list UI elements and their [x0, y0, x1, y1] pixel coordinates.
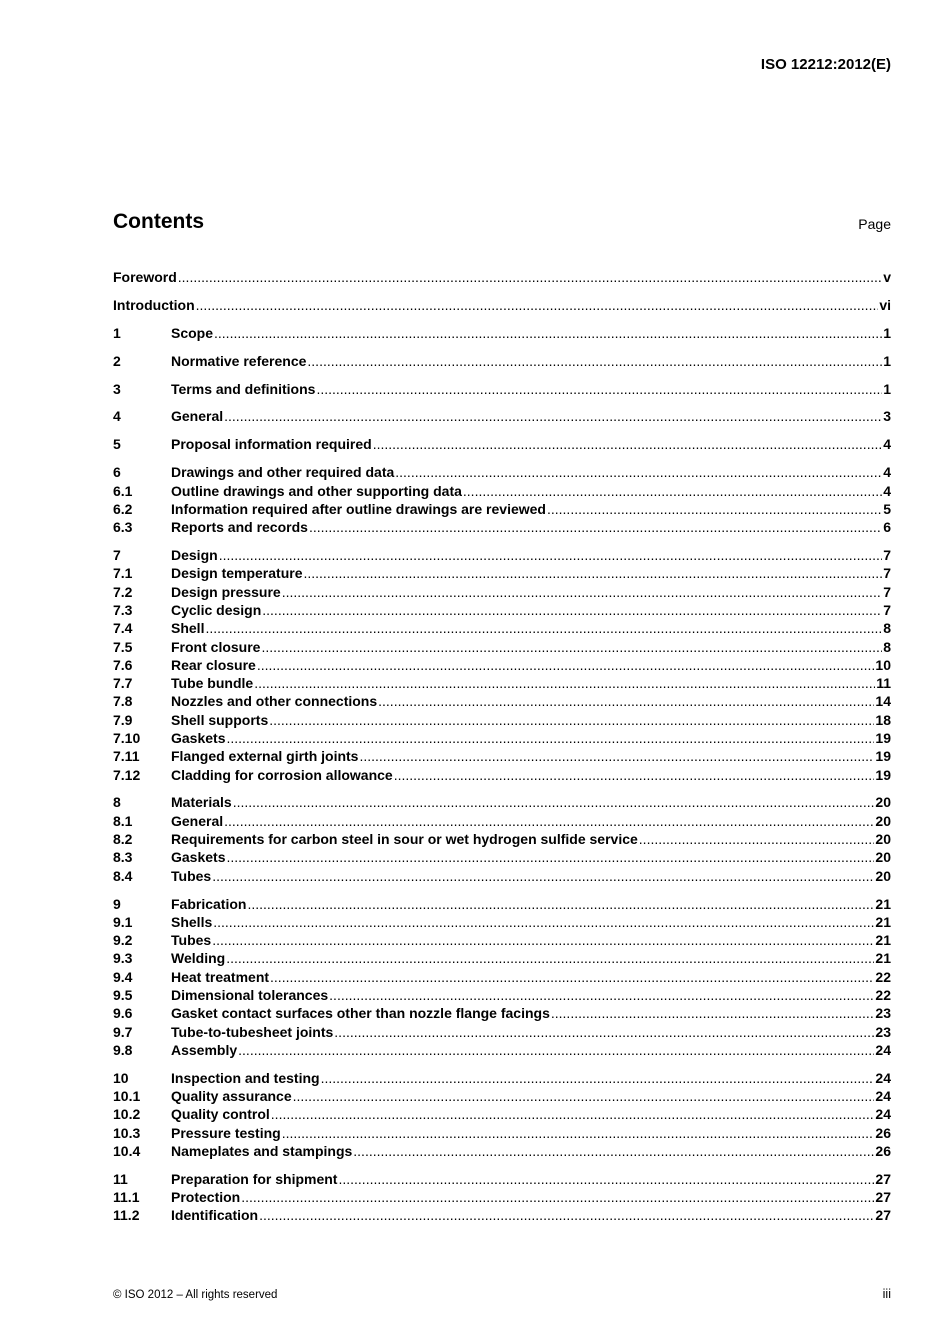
toc-entry[interactable] [113, 500, 891, 518]
toc-entry-title: Nozzles and other connections [171, 693, 378, 710]
toc-entry-page: 22 [875, 987, 891, 1004]
toc-entry-title: Materials [171, 794, 232, 811]
toc-entry-number: 10.2 [113, 1106, 141, 1123]
toc-entry-page: 19 [875, 729, 891, 746]
toc-entry[interactable] [113, 1041, 891, 1059]
contents-title: Contents [113, 210, 204, 233]
toc-dot-leader [254, 674, 875, 692]
toc-entry-title: Gasket contact surfaces other than nozzle flange facings [171, 1005, 550, 1022]
toc-entry-title: Shell [171, 620, 205, 637]
toc-entry-number: 8.1 [113, 812, 133, 829]
toc-entry-page: 5 [883, 500, 891, 517]
toc-dot-leader [226, 848, 874, 866]
toc-entry[interactable] [113, 793, 891, 811]
toc-entry-page: 20 [875, 867, 891, 884]
toc-entry-number: 9.8 [113, 1041, 133, 1058]
toc-entry[interactable] [113, 619, 891, 637]
toc-entry[interactable] [113, 692, 891, 710]
toc-entry[interactable] [113, 1124, 891, 1142]
toc-entry[interactable] [113, 1105, 891, 1123]
toc-entry-title: Information required after outline drawings are reviewed [171, 500, 546, 517]
toc-dot-leader [178, 268, 882, 286]
toc-entry-page: 27 [875, 1207, 891, 1224]
toc-entry[interactable] [113, 895, 891, 913]
toc-entry-page: 20 [875, 812, 891, 829]
toc-dot-leader [241, 1188, 874, 1206]
toc-entry-title: Identification [171, 1207, 259, 1224]
toc-dot-leader [224, 407, 882, 425]
toc-entry-number: 5 [113, 436, 121, 453]
toc-dot-leader [224, 812, 874, 830]
toc-entry-number: 7.4 [113, 620, 133, 637]
toc-entry-number: 9.7 [113, 1023, 133, 1040]
toc-entry-number: 10.1 [113, 1088, 141, 1105]
toc-dot-leader [334, 1023, 874, 1041]
toc-entry-number: 6.3 [113, 519, 133, 536]
toc-entry[interactable] [113, 931, 891, 949]
toc-entry-page: 4 [883, 482, 891, 499]
page-number: iii [882, 1287, 891, 1301]
toc-entry-number: 10.4 [113, 1143, 141, 1159]
toc-entry[interactable] [113, 638, 891, 656]
copyright-notice: © ISO 2012 – All rights reserved [113, 1289, 278, 1301]
toc-entry[interactable] [113, 830, 891, 848]
toc-entry-number: 7.12 [113, 766, 141, 783]
toc-entry-page: 8 [883, 638, 891, 655]
toc-entry-title: Design [171, 547, 218, 564]
toc-entry-page: 20 [875, 849, 891, 866]
toc-entry-page: 7 [883, 565, 891, 582]
toc-dot-leader [373, 435, 883, 453]
toc-entry[interactable] [113, 518, 891, 536]
toc-entry-number: 8 [113, 794, 121, 811]
toc-entry[interactable] [113, 867, 891, 885]
toc-dot-leader [329, 986, 874, 1004]
toc-entry-title: Cladding for corrosion allowance [171, 766, 393, 783]
toc-dot-leader [238, 1041, 874, 1059]
toc-entry-page: 27 [875, 1170, 891, 1187]
toc-entry-title: Rear closure [171, 656, 256, 673]
toc-entry[interactable] [113, 1142, 891, 1160]
toc-entry-page: 19 [875, 748, 891, 765]
toc-entry-title: Front closure [171, 638, 261, 655]
toc-entry[interactable] [113, 656, 891, 674]
toc-entry-title: Welding [171, 950, 226, 967]
toc-entry-page: 7 [883, 547, 891, 564]
toc-dot-leader [270, 968, 874, 986]
toc-entry[interactable] [113, 1206, 891, 1224]
toc-entry-number: 7 [113, 547, 121, 564]
toc-entry-title: Preparation for shipment [171, 1170, 338, 1187]
toc-entry-number: 9.1 [113, 913, 133, 930]
toc-entry-page: 24 [875, 1088, 891, 1105]
toc-entry[interactable] [113, 1023, 891, 1041]
toc-entry[interactable] [113, 407, 891, 425]
toc-entry-number: 9.4 [113, 968, 133, 985]
toc-entry-title: Foreword [113, 269, 177, 285]
toc-entry-page: 23 [875, 1005, 891, 1022]
toc-entry-number: 8.2 [113, 831, 133, 848]
toc-entry-number: 9.6 [113, 1005, 133, 1022]
toc-dot-leader [378, 692, 874, 710]
toc-entry-title: Reports and records [171, 519, 308, 536]
toc-entry-title: Pressure testing [171, 1124, 281, 1141]
toc-entry-number: 6 [113, 464, 121, 481]
toc-dot-leader [262, 601, 882, 619]
toc-entry-title: Introduction [113, 296, 195, 313]
toc-entry[interactable] [113, 296, 891, 314]
toc-entry-page: 18 [875, 711, 891, 728]
toc-entry-number: 7.3 [113, 601, 133, 618]
toc-dot-leader [639, 830, 875, 848]
toc-entry[interactable] [113, 482, 891, 500]
toc-dot-leader [247, 895, 874, 913]
toc-entry[interactable] [113, 674, 891, 692]
toc-entry[interactable] [113, 968, 891, 986]
toc-dot-leader [551, 1004, 875, 1022]
toc-entry-page: 20 [875, 831, 891, 848]
toc-entry-title: Normative reference [171, 352, 307, 369]
toc-entry-number: 9.2 [113, 932, 133, 949]
toc-entry-page: 4 [883, 464, 891, 481]
toc-entry-title: Terms and definitions [171, 380, 316, 397]
toc-entry-page: 21 [875, 895, 891, 912]
toc-entry-number: 10 [113, 1069, 129, 1086]
toc-entry[interactable] [113, 324, 891, 342]
toc-entry-page: 3 [883, 408, 891, 425]
toc-entry-number: 10.3 [113, 1124, 141, 1141]
toc-entry-number: 7.11 [113, 748, 140, 765]
toc-entry-number: 7.8 [113, 693, 133, 710]
toc-entry-title: Nameplates and stampings [171, 1143, 353, 1159]
toc-entry-title: Tubes [171, 932, 212, 949]
toc-entry-page: 6 [883, 519, 891, 536]
toc-entry[interactable] [113, 564, 891, 582]
toc-entry-number: 11.1 [113, 1189, 140, 1206]
toc-entry-number: 1 [113, 324, 121, 341]
toc-dot-leader [309, 518, 882, 536]
toc-entry[interactable] [113, 949, 891, 967]
toc-dot-leader [226, 729, 874, 747]
toc-entry-page: 1 [883, 352, 891, 369]
toc-entry-title: Shells [171, 913, 213, 930]
toc-entry[interactable] [113, 1004, 891, 1022]
toc-entry-number: 7.7 [113, 675, 133, 692]
toc-dot-leader [213, 913, 874, 931]
toc-entry[interactable] [113, 1069, 891, 1087]
toc-entry-page: 7 [883, 583, 891, 600]
toc-entry-number: 9.3 [113, 950, 133, 967]
toc-entry[interactable] [113, 1188, 891, 1206]
toc-entry-title: Tubes [171, 867, 212, 884]
toc-entry-page: 24 [875, 1069, 891, 1086]
toc-entry-title: Requirements for carbon steel in sour or wet hydrogen sulfide service [171, 831, 638, 848]
toc-entry-page: 27 [875, 1189, 891, 1206]
table-of-contents [113, 268, 891, 1225]
toc-entry-number: 3 [113, 380, 121, 397]
toc-entry[interactable] [113, 729, 891, 747]
toc-entry-title: Quality assurance [171, 1088, 292, 1105]
toc-entry[interactable] [113, 1170, 891, 1188]
toc-entry[interactable] [113, 268, 891, 286]
toc-entry-number: 9.5 [113, 987, 133, 1004]
toc-entry-title: Heat treatment [171, 968, 270, 985]
toc-dot-leader [212, 867, 874, 885]
toc-entry-page: 26 [875, 1124, 891, 1141]
toc-entry-page: 26 [875, 1143, 891, 1159]
toc-dot-leader [338, 1170, 874, 1188]
toc-entry-title: Fabrication [171, 895, 247, 912]
toc-dot-leader [282, 1124, 875, 1142]
toc-dot-leader [463, 482, 882, 500]
toc-entry-number: 7.1 [113, 565, 133, 582]
toc-entry-page: 7 [883, 601, 891, 618]
toc-entry-number: 7.10 [113, 729, 141, 746]
toc-dot-leader [214, 324, 882, 342]
toc-entry-page: 21 [875, 950, 891, 967]
toc-dot-leader [226, 949, 874, 967]
toc-entry-number: 7.2 [113, 583, 133, 600]
toc-entry-title: Inspection and testing [171, 1069, 320, 1086]
toc-entry-page: 21 [875, 913, 891, 930]
toc-entry-title: Quality control [171, 1106, 270, 1123]
toc-entry-page: 19 [875, 766, 891, 783]
toc-entry-title: Scope [171, 324, 214, 341]
toc-dot-leader [196, 296, 879, 314]
toc-dot-leader [307, 352, 882, 370]
toc-entry-page: 23 [875, 1023, 891, 1040]
toc-entry[interactable] [113, 711, 891, 729]
toc-dot-leader [359, 747, 874, 765]
toc-entry-title: Drawings and other required data [171, 464, 395, 481]
toc-entry-page: 1 [883, 324, 891, 341]
toc-entry[interactable] [113, 601, 891, 619]
toc-dot-leader [219, 546, 883, 564]
toc-entry-page: 24 [875, 1106, 891, 1123]
toc-entry-title: Cyclic design [171, 601, 262, 618]
toc-dot-leader [353, 1142, 874, 1160]
toc-entry[interactable] [113, 848, 891, 866]
toc-dot-leader [271, 1105, 875, 1123]
toc-dot-leader [316, 380, 882, 398]
toc-entry-number: 8.3 [113, 849, 133, 866]
toc-entry-title: Design pressure [171, 583, 281, 600]
toc-dot-leader [212, 931, 874, 949]
toc-entry-page: 21 [875, 932, 891, 949]
toc-entry-title: Assembly [171, 1041, 238, 1058]
toc-entry-title: Gaskets [171, 729, 226, 746]
toc-entry-title: Shell supports [171, 711, 269, 728]
document-id: ISO 12212:2012(E) [760, 56, 891, 73]
toc-entry-page: 1 [883, 380, 891, 397]
toc-entry-title: Gaskets [171, 849, 226, 866]
toc-dot-leader [547, 500, 882, 518]
toc-dot-leader [259, 1206, 874, 1224]
toc-entry-number: 7.9 [113, 711, 133, 728]
toc-entry[interactable] [113, 766, 891, 784]
toc-dot-leader [395, 463, 882, 481]
toc-entry[interactable] [113, 913, 891, 931]
page-column-label: Page [858, 216, 891, 232]
toc-entry[interactable] [113, 583, 891, 601]
toc-dot-leader [257, 656, 875, 674]
toc-entry-number: 6.2 [113, 500, 133, 517]
toc-dot-leader [261, 638, 882, 656]
toc-entry-page: 11 [876, 675, 891, 692]
toc-entry-page: 20 [875, 794, 891, 811]
toc-entry-number: 11 [113, 1170, 128, 1187]
toc-entry[interactable] [113, 463, 891, 481]
toc-entry-title: Flanged external girth joints [171, 748, 359, 765]
toc-entry[interactable] [113, 352, 891, 370]
toc-entry-number: 9 [113, 895, 121, 912]
toc-entry-title: Design temperature [171, 565, 303, 582]
toc-dot-leader [303, 564, 882, 582]
toc-entry-title: Protection [171, 1189, 241, 1206]
toc-entry-title: General [171, 812, 224, 829]
toc-dot-leader [394, 766, 875, 784]
toc-dot-leader [293, 1087, 875, 1105]
toc-entry-page: v [883, 269, 891, 285]
toc-entry-number: 7.5 [113, 638, 133, 655]
toc-entry-page: 22 [875, 968, 891, 985]
toc-entry-number: 6.1 [113, 482, 133, 499]
toc-entry-page: 14 [875, 693, 891, 710]
toc-dot-leader [321, 1069, 875, 1087]
toc-entry-title: Dimensional tolerances [171, 987, 329, 1004]
toc-entry-title: General [171, 408, 224, 425]
toc-entry-page: 24 [875, 1041, 891, 1058]
toc-entry-title: Proposal information required [171, 436, 372, 453]
toc-entry-page: vi [879, 296, 891, 313]
toc-dot-leader [269, 711, 874, 729]
toc-entry[interactable] [113, 747, 891, 765]
toc-entry-page: 4 [883, 436, 891, 453]
toc-entry-number: 2 [113, 352, 121, 369]
toc-entry-number: 4 [113, 408, 121, 425]
toc-dot-leader [233, 793, 875, 811]
toc-entry[interactable] [113, 1087, 891, 1105]
toc-entry-page: 10 [875, 656, 891, 673]
toc-entry-title: Tube-to-tubesheet joints [171, 1023, 334, 1040]
toc-entry[interactable] [113, 546, 891, 564]
toc-entry[interactable] [113, 380, 891, 398]
toc-entry-page: 8 [883, 620, 891, 637]
toc-entry-number: 11.2 [113, 1207, 140, 1224]
toc-entry[interactable] [113, 812, 891, 830]
toc-dot-leader [205, 619, 882, 637]
toc-entry-number: 8.4 [113, 867, 133, 884]
toc-entry-number: 7.6 [113, 656, 133, 673]
toc-entry-title: Outline drawings and other supporting data [171, 482, 462, 499]
toc-entry[interactable] [113, 435, 891, 453]
toc-entry[interactable] [113, 986, 891, 1004]
toc-entry-title: Tube bundle [171, 675, 254, 692]
toc-dot-leader [282, 583, 882, 601]
